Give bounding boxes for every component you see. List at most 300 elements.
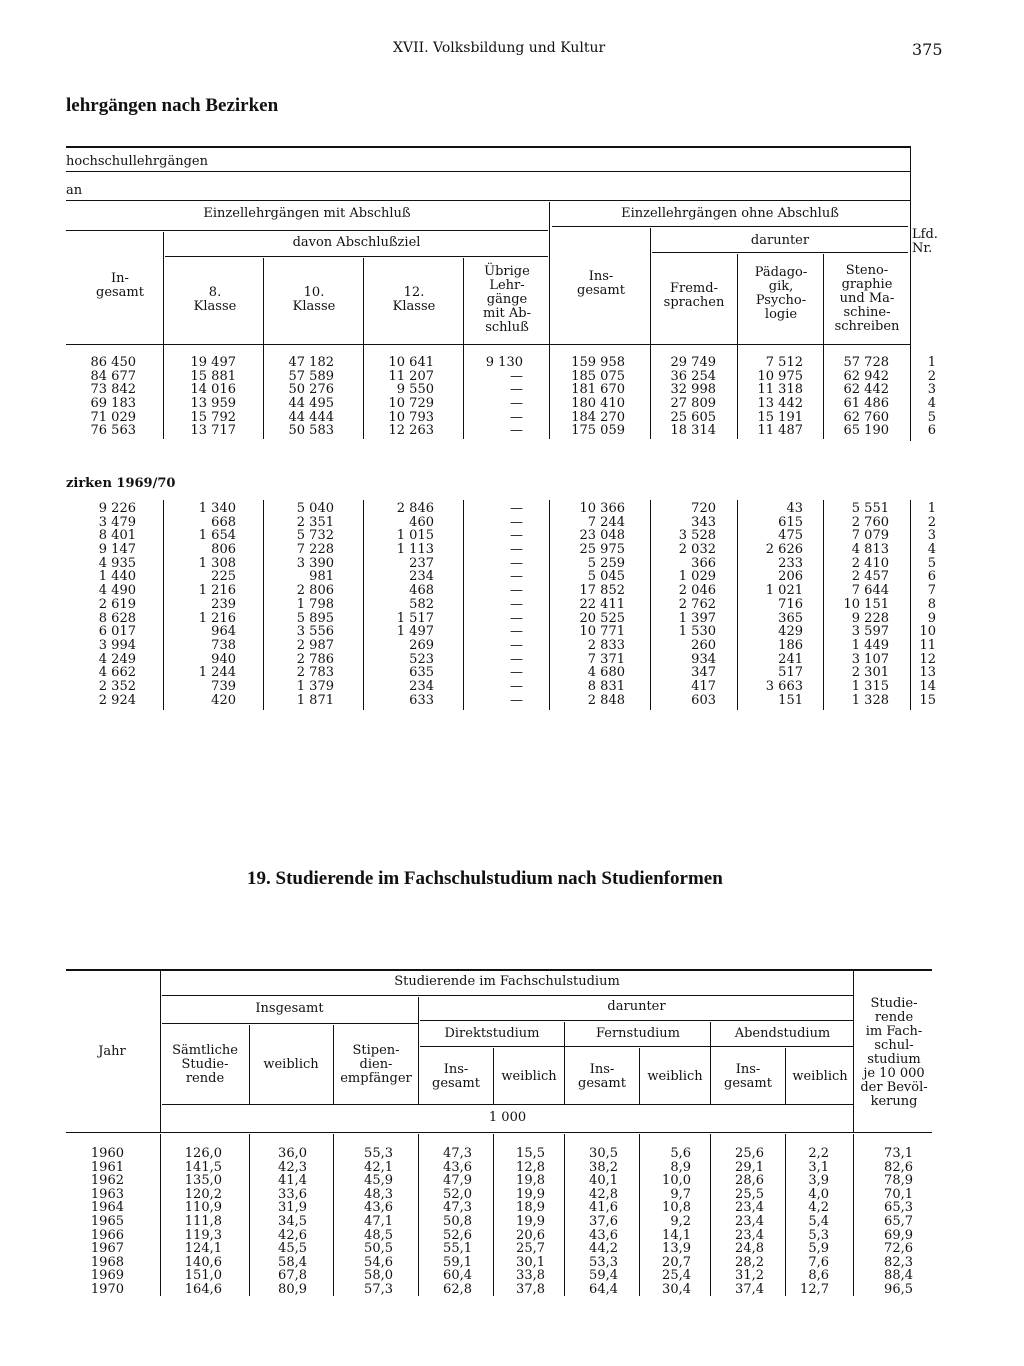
table-cell: 5 732 [296, 528, 334, 544]
table-cell: 1968 [90, 1254, 124, 1270]
col-sep [785, 1048, 786, 1104]
table-cell: 64,4 [589, 1281, 618, 1297]
table-cell: 5,4 [808, 1213, 829, 1229]
table-cell: 633 [409, 692, 434, 708]
col-uebrige: Übrige Lehr- gänge mit Ab- schluß [483, 264, 531, 335]
table-cell: 13 [919, 665, 936, 681]
body-sep [564, 1134, 565, 1296]
table2-top-rule [66, 969, 932, 971]
table-cell: 269 [409, 637, 434, 653]
table-cell: 5 895 [296, 610, 334, 626]
body-sep [650, 500, 651, 710]
table-cell: 2 352 [98, 678, 136, 694]
t2-stipend [335, 1147, 393, 1297]
body-sep [249, 1134, 250, 1296]
table-cell: 44 444 [288, 409, 334, 425]
table-cell: 2 351 [296, 514, 334, 530]
table-cell: 53,3 [589, 1254, 618, 1270]
rule [162, 995, 853, 996]
table-cell: 5,9 [808, 1241, 829, 1257]
table-cell: — [510, 651, 523, 667]
table-cell: 7 644 [851, 583, 889, 599]
table-cell: 10 771 [579, 624, 625, 640]
table-cell: 34,5 [278, 1213, 307, 1229]
table-cell: 7 228 [296, 542, 334, 558]
col-sep [710, 1022, 711, 1104]
table-cell: 62,8 [443, 1281, 472, 1297]
table-cell: 234 [409, 678, 434, 694]
table-cell: 65 190 [843, 423, 889, 439]
table-cell: 10 366 [579, 501, 625, 516]
table-cell: 10 975 [757, 368, 803, 384]
table-cell: 5 040 [296, 501, 334, 516]
table-cell: 11 [919, 637, 936, 653]
header-lfd-nr: Lfd. Nr. [912, 227, 938, 256]
table-cell: 43,6 [364, 1200, 393, 1216]
table-cell: 52,0 [443, 1186, 472, 1202]
table-cell: 582 [409, 596, 434, 612]
table-cell: 10,8 [662, 1200, 691, 1216]
table-cell: 11 487 [757, 423, 803, 439]
table-cell: 3 [927, 382, 936, 398]
table-cell: 206 [778, 569, 803, 585]
table-cell: 23,4 [735, 1200, 764, 1216]
table-cell: 19,9 [516, 1213, 545, 1229]
table-cell: 20 525 [579, 610, 625, 626]
body-sep [363, 344, 364, 439]
table-cell: 59,1 [443, 1254, 472, 1270]
table-cell: 5 551 [851, 501, 889, 516]
table-cell: 720 [691, 501, 716, 516]
table-cell: 2 846 [396, 501, 434, 516]
b2-k12 [368, 502, 434, 707]
table-cell: 8,6 [808, 1268, 829, 1284]
table-cell: 225 [211, 569, 236, 585]
table-cell: 41,6 [589, 1200, 618, 1216]
table-cell: 73,1 [884, 1146, 913, 1161]
table-cell: 57 589 [288, 368, 334, 384]
table-cell: 12 263 [388, 423, 434, 439]
table-cell: 1961 [90, 1159, 124, 1175]
header-fern-ins: Ins- gesamt [578, 1062, 626, 1091]
table-cell: 110,9 [184, 1200, 222, 1216]
table-cell: 7 079 [851, 528, 889, 544]
header-abend-weiblich: weiblich [792, 1069, 848, 1084]
table-cell: 806 [211, 542, 236, 558]
t2-je10000 [855, 1147, 913, 1297]
rule [652, 252, 908, 253]
table-cell: — [510, 624, 523, 640]
table-cell: — [510, 610, 523, 626]
table-cell: 5 045 [587, 569, 625, 585]
col-sep [249, 1025, 250, 1104]
t2-fern-ins [566, 1147, 618, 1297]
body-sep [263, 344, 264, 439]
header-bottom-rule-2 [66, 1132, 932, 1133]
body-sep [418, 1134, 419, 1296]
table-cell: 3 107 [851, 651, 889, 667]
table-cell: 15,5 [516, 1146, 545, 1161]
table-cell: 67,8 [278, 1268, 307, 1284]
table-cell: 10 793 [388, 409, 434, 425]
table-cell: 1962 [90, 1173, 124, 1189]
rule [66, 200, 910, 201]
table-cell: 37,8 [516, 1281, 545, 1297]
table-cell: 19,8 [516, 1173, 545, 1189]
table-cell: 1964 [90, 1200, 124, 1216]
table-cell: 29,1 [735, 1159, 764, 1175]
body-sep [823, 344, 824, 439]
table-cell: 739 [211, 678, 236, 694]
table-cell: 43,6 [589, 1227, 618, 1243]
table-cell: 48,5 [364, 1227, 393, 1243]
header-saemtliche: Sämtliche Studie- rende [172, 1043, 238, 1086]
rule [420, 1046, 853, 1047]
table-cell: 2 046 [678, 583, 716, 599]
table-cell: 934 [691, 651, 716, 667]
table-cell: 9 [927, 610, 936, 626]
table-cell: 2 032 [678, 542, 716, 558]
table-cell: 365 [778, 610, 803, 626]
table-cell: 13 959 [190, 396, 236, 412]
b1-fremd [652, 356, 716, 438]
col-sep [263, 258, 264, 344]
table-cell: 50 583 [288, 423, 334, 439]
table-cell: 1 113 [396, 542, 434, 558]
table-cell: 417 [691, 678, 716, 694]
table-cell: 2 760 [851, 514, 889, 530]
table-cell: 31,9 [278, 1200, 307, 1216]
table-cell: 1970 [90, 1281, 124, 1297]
b1-uebrige [468, 356, 523, 438]
header-jahr: Jahr [98, 1044, 126, 1059]
table-cell: 19,9 [516, 1186, 545, 1202]
table-cell: 1 021 [765, 583, 803, 599]
table-cell: 8 831 [587, 678, 625, 694]
b2-uebrige [468, 502, 523, 707]
table-cell: 55,1 [443, 1241, 472, 1257]
table-cell: 4,0 [808, 1186, 829, 1202]
table-cell: 40,1 [589, 1173, 618, 1189]
b2-fremd [652, 502, 716, 707]
b1-k8 [170, 356, 236, 438]
table-cell: 420 [211, 692, 236, 708]
table-cell: 36 254 [670, 368, 716, 384]
table-cell: 50,5 [364, 1241, 393, 1257]
col-sep [493, 1048, 494, 1104]
table-cell: 2 786 [296, 651, 334, 667]
table-cell: 45,5 [278, 1241, 307, 1257]
table-cell: 44 495 [288, 396, 334, 412]
body-sep [650, 344, 651, 439]
b1-lfd [912, 356, 936, 438]
table-cell: 10 [919, 624, 936, 640]
table-cell: — [510, 396, 523, 412]
table-cell: 159 958 [571, 355, 625, 370]
table-cell: 13 717 [190, 423, 236, 439]
table-cell: 58,4 [278, 1254, 307, 1270]
table-cell: 234 [409, 569, 434, 585]
table-cell: 1969 [90, 1268, 124, 1284]
table-cell: 45,9 [364, 1173, 393, 1189]
table-cell: 1 397 [678, 610, 716, 626]
table-cell: 28,2 [735, 1254, 764, 1270]
header-mit-abschluss: Einzellehrgängen mit Abschluß [203, 206, 411, 221]
header-stipendien: Stipen- dien- empfänger [340, 1043, 412, 1086]
table-cell: 1963 [90, 1186, 124, 1202]
table-cell: 9 147 [98, 542, 136, 558]
table-cell: 82,3 [884, 1254, 913, 1270]
table-cell: 50,8 [443, 1213, 472, 1229]
table-cell: 82,6 [884, 1159, 913, 1175]
table-cell: 54,6 [364, 1254, 393, 1270]
table-cell: 15 881 [190, 368, 236, 384]
table-cell: 47 182 [288, 355, 334, 370]
t2-years [66, 1147, 124, 1297]
table-cell: 38,2 [589, 1159, 618, 1175]
table-cell: 260 [691, 637, 716, 653]
table-cell: 4 680 [587, 665, 625, 681]
table-cell: — [510, 569, 523, 585]
body-sep [737, 344, 738, 439]
table-cell: 2 619 [98, 596, 136, 612]
header-direkt-weiblich: weiblich [501, 1069, 557, 1084]
col-10-klasse: 10. Klasse [292, 285, 336, 314]
rule [66, 230, 548, 231]
table-cell: 47,3 [443, 1200, 472, 1216]
table-cell: 42,3 [278, 1159, 307, 1175]
table-cell: 7 371 [587, 651, 625, 667]
table-cell: 57 728 [843, 355, 889, 370]
table-cell: 141,5 [184, 1159, 222, 1175]
table-cell: 4 813 [851, 542, 889, 558]
table-cell: 3 556 [296, 624, 334, 640]
b1-k10 [268, 356, 334, 438]
table-cell: 716 [778, 596, 803, 612]
table-cell: 69 183 [90, 396, 136, 412]
table-cell: 59,4 [589, 1268, 618, 1284]
table-cell: 1 379 [296, 678, 334, 694]
table-cell: 3,1 [808, 1159, 829, 1175]
group-separator [549, 202, 550, 344]
table-cell: 8 628 [98, 610, 136, 626]
table-cell: 69,9 [884, 1227, 913, 1243]
table-cell: 43,6 [443, 1159, 472, 1175]
table-cell: — [510, 501, 523, 516]
table-cell: 1 315 [851, 678, 889, 694]
table-cell: 71 029 [90, 409, 136, 425]
table-cell: 3 390 [296, 555, 334, 571]
table-cell: 1 216 [198, 583, 236, 599]
table-cell: 25,4 [662, 1268, 691, 1284]
header-insgesamt: Insgesamt [255, 1001, 324, 1016]
table-cell: 15 [919, 692, 936, 708]
rule [162, 1023, 418, 1024]
table-cell: 42,8 [589, 1186, 618, 1202]
header-abend-ins: Ins- gesamt [724, 1062, 772, 1091]
header-fern-weiblich: weiblich [647, 1069, 703, 1084]
table-cell: 2 783 [296, 665, 334, 681]
body-sep [163, 500, 164, 710]
col-sep [564, 1022, 565, 1104]
table-cell: 5 [927, 555, 936, 571]
table-cell: 37,4 [735, 1281, 764, 1297]
table-cell: 13 442 [757, 396, 803, 412]
table-cell: 2 410 [851, 555, 889, 571]
table-cell: 58,0 [364, 1268, 393, 1284]
table-cell: 1 244 [198, 665, 236, 681]
table-cell: 80,9 [278, 1281, 307, 1297]
table-cell: 184 270 [571, 409, 625, 425]
table-cell: 2 987 [296, 637, 334, 653]
rule [162, 1104, 853, 1105]
table1-top-rule [66, 146, 910, 148]
table-cell: 8,9 [670, 1159, 691, 1175]
table-cell: 10 151 [843, 596, 889, 612]
table-cell: 8 [927, 596, 936, 612]
body-sep [549, 500, 550, 710]
table-cell: 60,4 [443, 1268, 472, 1284]
table-cell: 3 663 [765, 678, 803, 694]
table-cell: 1966 [90, 1227, 124, 1243]
table-cell: 111,8 [184, 1213, 222, 1229]
table-cell: 25,5 [735, 1186, 764, 1202]
table-cell: 37,6 [589, 1213, 618, 1229]
table-cell: 96,5 [884, 1281, 913, 1297]
body-sep [463, 500, 464, 710]
body-sep [853, 1134, 854, 1296]
table-cell: 10 729 [388, 396, 434, 412]
table-cell: 3 994 [98, 637, 136, 653]
table-cell: 6 [927, 423, 936, 439]
table-cell: 2 [927, 368, 936, 384]
table-cell: — [510, 555, 523, 571]
t2-abend-w [787, 1147, 829, 1297]
col-sep [333, 1025, 334, 1104]
table-cell: 2 806 [296, 583, 334, 599]
header-abendstudium: Abendstudium [734, 1026, 831, 1041]
table-cell: 25 975 [579, 542, 625, 558]
table-cell: 76 563 [90, 423, 136, 439]
table-cell: 47,3 [443, 1146, 472, 1161]
table-cell: 88,4 [884, 1268, 913, 1284]
col-paedagogik: Pädago- gik, Psycho- logie [754, 265, 808, 322]
table-cell: 2 [927, 514, 936, 530]
col-sep [418, 997, 419, 1104]
table-cell: 164,6 [184, 1281, 222, 1297]
table-cell: 30,5 [589, 1146, 618, 1161]
table-cell: 4 [927, 396, 936, 412]
table-cell: 52,6 [443, 1227, 472, 1243]
col-sep [650, 228, 651, 344]
table-cell: 41,4 [278, 1173, 307, 1189]
body-sep [710, 1134, 711, 1296]
table-cell: 32 998 [670, 382, 716, 398]
table1-header-top: hochschullehrgängen [66, 154, 208, 169]
table-cell: 1 [927, 355, 936, 370]
table-cell: 175 059 [571, 423, 625, 439]
table-cell: 2 301 [851, 665, 889, 681]
body-sep [823, 500, 824, 710]
table-cell: 615 [778, 514, 803, 530]
table-cell: 1 798 [296, 596, 334, 612]
table-cell: 42,1 [364, 1159, 393, 1175]
table-cell: 70,1 [884, 1186, 913, 1202]
table-cell: 22 411 [579, 596, 625, 612]
table-cell: 48,3 [364, 1186, 393, 1202]
lfd-separator [910, 146, 911, 441]
table-cell: 940 [211, 651, 236, 667]
t2-weiblich [251, 1147, 307, 1297]
table-cell: 4 [927, 542, 936, 558]
table-cell: — [510, 596, 523, 612]
table1-header-an: an [66, 183, 83, 198]
b2-ins1 [66, 502, 136, 707]
table-cell: 185 075 [571, 368, 625, 384]
table-cell: 981 [309, 569, 334, 585]
table-cell: 475 [778, 528, 803, 544]
body-sep [363, 500, 364, 710]
table-cell: 239 [211, 596, 236, 612]
table-cell: 603 [691, 692, 716, 708]
table-cell: 2 848 [587, 692, 625, 708]
body-sep [910, 500, 911, 710]
table-cell: 10,0 [662, 1173, 691, 1189]
table-cell: 6 [927, 569, 936, 585]
table-cell: 2 762 [678, 596, 716, 612]
table-cell: 50 276 [288, 382, 334, 398]
table-cell: — [510, 692, 523, 708]
table-cell: 27 809 [670, 396, 716, 412]
table-cell: 1 216 [198, 610, 236, 626]
table-cell: 2 833 [587, 637, 625, 653]
body-sep [785, 1134, 786, 1296]
table-cell: 429 [778, 624, 803, 640]
table-cell: 43 [786, 501, 803, 516]
header-ohne-abschluss: Einzellehrgängen ohne Abschluß [621, 206, 839, 221]
table-cell: 1960 [90, 1146, 124, 1161]
table-cell: 3,9 [808, 1173, 829, 1189]
table-cell: 1 449 [851, 637, 889, 653]
table-cell: 15 191 [757, 409, 803, 425]
table-cell: 124,1 [184, 1241, 222, 1257]
table-cell: 61 486 [843, 396, 889, 412]
body-sep [160, 1134, 161, 1296]
t2-direkt-ins [420, 1147, 472, 1297]
b1-paed [739, 356, 803, 438]
table-cell: 24,8 [735, 1241, 764, 1257]
header-direktstudium: Direktstudium [444, 1026, 540, 1041]
body-sep [549, 344, 550, 439]
table-cell: 1965 [90, 1213, 124, 1229]
col-insgesamt-2: Ins- gesamt [577, 269, 625, 298]
body-sep [163, 344, 164, 439]
body-sep [737, 500, 738, 710]
table-cell: 4,2 [808, 1200, 829, 1216]
col-sep [737, 254, 738, 344]
table-cell: 460 [409, 514, 434, 530]
header-direkt-ins: Ins- gesamt [432, 1062, 480, 1091]
table-cell: 57,3 [364, 1281, 393, 1297]
table-cell: 20,6 [516, 1227, 545, 1243]
header-weiblich: weiblich [263, 1057, 319, 1072]
col-sep [639, 1048, 640, 1104]
table-cell: 30,4 [662, 1281, 691, 1297]
table-cell: 738 [211, 637, 236, 653]
table-cell: — [510, 528, 523, 544]
table-cell: 3 597 [851, 624, 889, 640]
table-cell: 72,6 [884, 1241, 913, 1257]
